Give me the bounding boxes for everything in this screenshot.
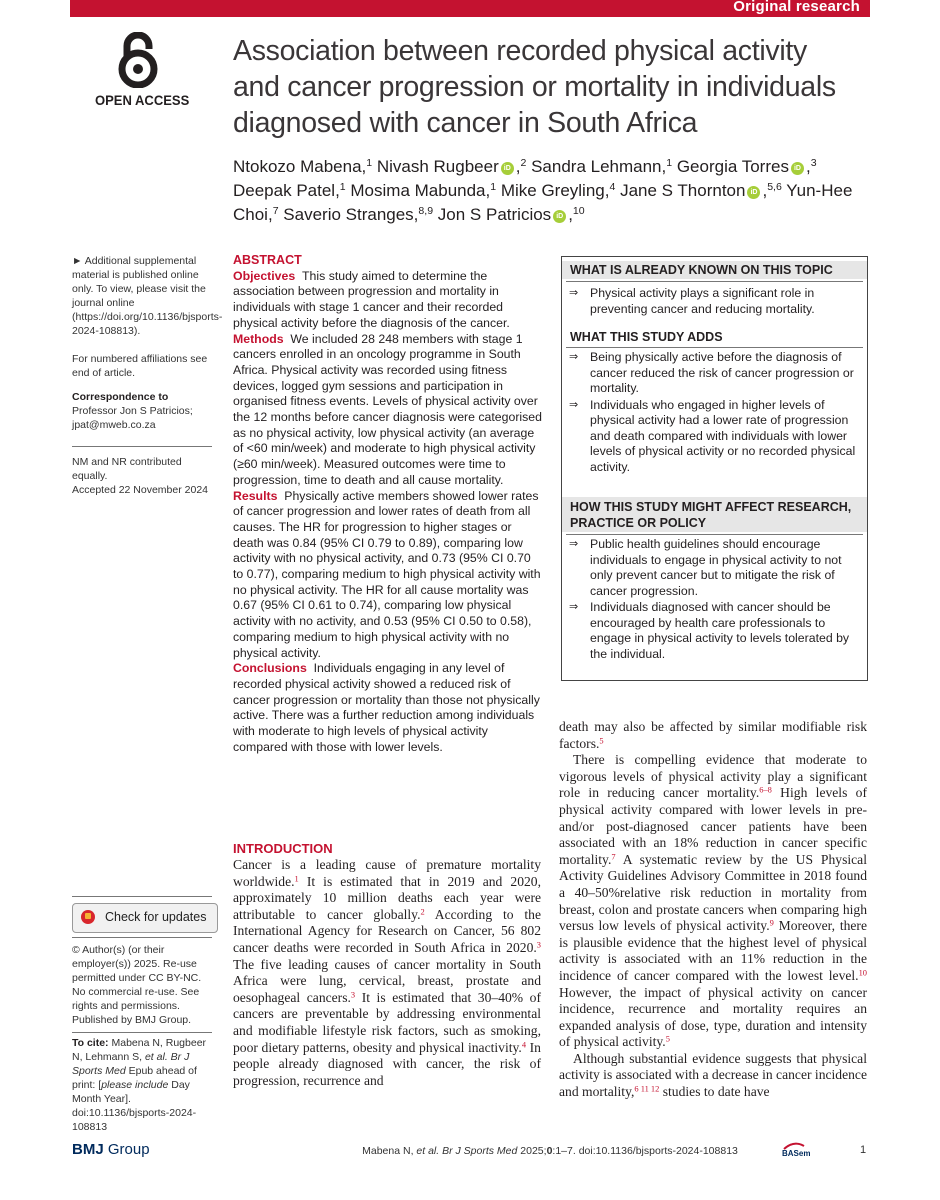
box-divider: [566, 281, 863, 282]
orcid-icon[interactable]: iD: [501, 162, 514, 175]
page-number: 1: [860, 1144, 867, 1156]
check-for-updates-label: Check for updates: [105, 910, 207, 924]
known-heading: WHAT IS ALREADY KNOWN ON THIS TOPIC: [562, 261, 867, 279]
open-access-lock-icon: [113, 32, 163, 88]
author-list: Ntokozo Mabena,$^1$ Nivash Rugbeer iD ,$^2$ Sandra Lehmann,$^1$ Georgia Torres iD ,$^3$ Deepak Patel,$^1$ Mosima Mabunda,$^1$ Mike Greyling,$^4$ Jane S Thornton iD ,$^{5,6}$ Yun-Hee Choi,$^7$ Saverio Stranges,$^{8,9}$ Jon S Patricios iD ,$^{10}$: [233, 157, 853, 224]
abstract-heading: ABSTRACT: [233, 253, 302, 267]
affect-list: [569, 537, 861, 663]
author-name: Jon S Patricios: [437, 205, 552, 224]
footer-cite-volume: 0: [546, 1145, 553, 1157]
key-message-text: Public health guidelines should encourage individuals to engage in physical activity to not only prevent cancer but to mitigate the risk of cancer progression.: [590, 537, 842, 598]
affiliation-number: 7: [272, 205, 279, 218]
affiliations-note: [72, 352, 212, 380]
key-messages-box: [561, 256, 868, 681]
sidebar-divider: [72, 446, 212, 447]
affiliations-text: For numbered affiliations see end of article.: [72, 353, 208, 379]
footer-cite-year: 2025;: [517, 1145, 547, 1157]
affiliation-number: 1: [666, 157, 673, 170]
citation-ref[interactable]: 2: [420, 906, 425, 917]
key-message-text: Physical activity plays a significant role in preventing cancer and reducing mortality.: [590, 286, 815, 316]
key-message-item: [569, 398, 861, 476]
accepted-date: [72, 483, 212, 497]
body-column-left: [233, 857, 541, 1089]
footer-cite-etal: et al.: [416, 1145, 440, 1157]
results-text: Physically active members showed lower rates of cancer progression and lower rates of death from all causes. The HR for progression to higher stages or death was 0.84 (95% CI 0.79 to 0.89), comparing low activity with no physical activity, and 0.73 (95% CI 0.70 to 0.77), comparing medium to high physical activity with no physical activity. The HR for all cause mortality was 0.67 (95% CI 0.61 to 0.74), comparing low physical activity with no activity, and 0.53 (95% CI 0.50 to 0.58), comparing medium to high physical activity with no physical activity.: [233, 488, 541, 660]
citation-ref[interactable]: 3: [536, 939, 541, 950]
author-name: Mosima Mabunda,: [350, 181, 491, 200]
sidebar-divider: [72, 896, 212, 897]
open-access-label: OPEN ACCESS: [95, 92, 190, 108]
affect-heading: [562, 497, 867, 532]
article-type-label: Original research: [733, 0, 860, 15]
citation-ref[interactable]: 6 11 12: [634, 1083, 660, 1094]
citation-ref[interactable]: 6–8: [759, 784, 772, 795]
affiliation-number: 1: [490, 181, 497, 194]
known-list: [569, 286, 861, 318]
affiliation-number: 10: [572, 205, 585, 218]
arrow-icon: ⇒: [569, 398, 579, 411]
key-message-text: Being physically active before the diagnosis of cancer reduced the risk of cancer progression or mortality.: [590, 350, 854, 395]
copyright-text: © Author(s) (or their employer(s)) 2025. Re-use permitted under CC BY-NC. No commercial re-use. See rights and permissions. Published by BMJ Group.: [72, 944, 202, 1026]
sidebar-divider: [72, 1032, 212, 1033]
citation-ref[interactable]: 5: [665, 1033, 670, 1044]
intro-paragraph-1: Cancer is a leading cause of premature mortality worldwide.$^1$ It is estimated that in 2019 and 2020, approximately 10 million deaths each year were attributable to cancer globally.$^2$ According to the International Agency for Research on Cancer, 56 802 cancer deaths were recorded in South Africa in 2020.$^3$ The five leading causes of cancer mortality in South Africa were lung, cervical, breast, prostate and oesophageal cancers.$^3$ It is estimated that 30–40% of cancers are preventable by addressing environmental and modifiable lifestyle risk factors, such as smoking, poor dietary patterns, obesity and physical inactivity.$^4$ In people already diagnosed with cancer, the risk of progression, recurrence and: [233, 857, 541, 1088]
affiliation-number: 4: [609, 181, 616, 194]
bmj-group-logo: [72, 1141, 150, 1158]
author-name: Ntokozo Mabena,: [233, 157, 367, 176]
group-wordmark: Group: [107, 1141, 150, 1158]
intro-paragraph-3: Although substantial evidence suggests that physical activity is associated with a decrease in cancer incidence and mortality,$^{6 11 12}$ studies to date have: [559, 1050, 867, 1100]
affect-heading-line-1: HOW THIS STUDY MIGHT AFFECT RESEARCH,: [570, 500, 852, 514]
article-title: Association between recorded physical activity and cancer progression or mortality in individuals diagnosed with cancer in South Africa: [233, 35, 836, 139]
sidebar-divider: [72, 937, 212, 938]
footer-cite-authors: Mabena N,: [362, 1145, 417, 1157]
key-message-item: [569, 286, 861, 317]
results-label: Results: [233, 488, 278, 503]
affiliation-number: 3: [810, 157, 817, 170]
author-name: Jane S Thornton: [620, 181, 746, 200]
citation-ref[interactable]: 3: [350, 989, 356, 1000]
affiliation-number: 1: [339, 181, 346, 194]
objectives-text: This study aimed to determine the association between progression and mortality in individuals with stage 1 cancer and their recorded physical activity before the diagnosis of the cancer.: [233, 268, 510, 330]
objectives-label: Objectives: [233, 268, 296, 283]
author-name: Yun-Hee Choi,: [233, 181, 853, 224]
author-name: Deepak Patel,: [233, 181, 340, 200]
introduction-heading: INTRODUCTION: [233, 841, 333, 856]
bmj-wordmark: BMJ: [72, 1141, 104, 1158]
box-divider: [566, 534, 863, 535]
adds-list: [569, 350, 861, 476]
arrow-icon: ⇒: [569, 538, 579, 550]
adds-heading: WHAT THIS STUDY ADDS: [570, 330, 723, 344]
author-name: Sandra Lehmann,: [531, 157, 667, 176]
basem-logo-text: BASem: [782, 1149, 811, 1158]
affect-heading-line-2: PRACTICE OR POLICY: [570, 516, 707, 530]
key-message-text: Individuals who engaged in higher levels of physical activity had a lower rate of progression and death compared with individuals with lower levels of physical activity or no recorded physical activity.: [590, 397, 856, 474]
how-to-cite: [72, 1036, 212, 1134]
supplemental-note: [72, 254, 223, 338]
methods-label: Methods: [233, 331, 284, 346]
body-column-right: [559, 719, 867, 1101]
key-message-item: [569, 537, 861, 599]
intro-paragraph-1-continued: death may also be affected by similar modifiable risk factors.$^5$: [559, 719, 867, 751]
basem-logo: [780, 1140, 824, 1158]
cite-journal: Br J Sports Med: [72, 1051, 190, 1077]
arrow-icon: ⇒: [569, 351, 579, 363]
arrow-icon: ⇒: [569, 287, 579, 299]
orcid-icon[interactable]: iD: [791, 162, 804, 175]
author-name: Nivash Rugbeer: [376, 157, 499, 176]
citation-ref[interactable]: 5: [599, 734, 604, 745]
citation-ref[interactable]: 1: [294, 872, 299, 883]
cite-text-2: Epub ahead of print: [: [72, 1065, 197, 1091]
crossmark-icon: [81, 910, 95, 924]
cite-please: please include: [101, 1079, 169, 1091]
footer-cite-journal: Br J Sports Med: [439, 1145, 518, 1157]
citation-ref[interactable]: 10: [858, 967, 867, 978]
correspondence: [72, 390, 212, 432]
affiliation-number: 8,9: [418, 205, 434, 218]
citation-ref[interactable]: 4: [521, 1038, 527, 1049]
affiliation-number: 5,6: [767, 181, 782, 194]
check-for-updates-button[interactable]: [72, 903, 218, 933]
key-message-item: [569, 350, 861, 397]
author-name: Saverio Stranges,: [283, 205, 419, 224]
citation-ref[interactable]: 9: [769, 917, 774, 928]
author-name: Mike Greyling,: [500, 181, 610, 200]
cite-heading: To cite:: [72, 1037, 109, 1049]
footer-cite-doi: :1–7. doi:10.1136/bjsports-2024-108813: [552, 1145, 738, 1157]
affiliation-number: 1: [366, 157, 373, 170]
conclusions-text: Individuals engaging in any level of recorded physical activity showed a reduced risk of cancer progression or mortality than those not physically active. There was a further reduction among individuals with moderate to high levels of physical activity compared with those with lower levels.: [233, 661, 540, 754]
equal-contribution-note: [72, 455, 212, 483]
key-message-text: Individuals diagnosed with cancer should be encouraged by health care professionals to engage in physical activity to levels tolerated by the individual.: [590, 600, 850, 661]
copyright-note: [72, 943, 212, 1027]
methods-text: We included 28 248 members with stage 1 cancers enrolled in an oncology programme in South Africa. Physical activity was recorded using fitness devices, logged gym sessions and participation in organised fitness events. Levels of physical activity over the 12 months before cancer diagnosis were categorised as no physical activity, low physical activity (an average of <60 min/week) and moderate to high physical activity (≥60 min/week). Measured outcomes were time to progression, time to death and all cause mortality.: [233, 331, 542, 487]
correspondence-text: Professor Jon S Patricios; jpat@mweb.co.za: [72, 405, 193, 431]
footer-citation: [250, 1145, 850, 1157]
accepted-text: Accepted 22 November 2024: [72, 484, 209, 496]
author-name: Georgia Torres: [676, 157, 789, 176]
box-divider: [566, 347, 863, 348]
equal-contribution-text: NM and NR contributed equally.: [72, 456, 182, 482]
orcid-icon[interactable]: iD: [747, 186, 760, 199]
arrow-icon: ⇒: [569, 601, 579, 613]
affiliation-number: 2: [520, 157, 527, 170]
supplemental-text: ► Additional supplemental material is published online only. To view, please visit the journal online (https://doi.org/10.1136/bjsports-2024-108813).: [72, 255, 223, 337]
cite-text-1: Mabena N, Rugbeer N, Lehmann S,: [72, 1037, 207, 1063]
orcid-icon[interactable]: iD: [553, 210, 566, 223]
citation-ref[interactable]: 7: [611, 851, 616, 862]
conclusions-label: Conclusions: [233, 661, 307, 676]
key-message-item: [569, 600, 861, 662]
cite-text-3: Day Month Year]. doi:10.1136/bjsports-2024-108813: [72, 1079, 197, 1133]
abstract: [233, 253, 543, 756]
intro-paragraph-2: There is compelling evidence that moderate to vigorous levels of physical activity play a significant role in reducing cancer mortality.$^{6-8}$ High levels of physical activity compared with lower levels in pre-and/or post-diagnosed cancer patients have been associated with an 18% reduction in cancer specific mortality.$^7$ A systematic review by the US Physical Activity Guidelines Advisory Committee in 2018 found a 40–50%relative risk reduction in mortality from breast, colon and prostate cancers when comparing high versus low levels of physical activity.$^9$ Moreover, there is plausible evidence that the highest level of physical activity is associated with an 11% reduction in the incidence of cancer compared with the lowest level.$^{10}$ However, the impact of physical activity on cancer incidence, recurrence and mortality requires an expanded analysis of dose, type, duration and intensity of physical activity.$^5$: [559, 752, 867, 1050]
article-type-banner: [70, 0, 870, 17]
correspondence-heading: Correspondence to: [72, 391, 169, 403]
cite-etal: et al.: [144, 1051, 168, 1063]
